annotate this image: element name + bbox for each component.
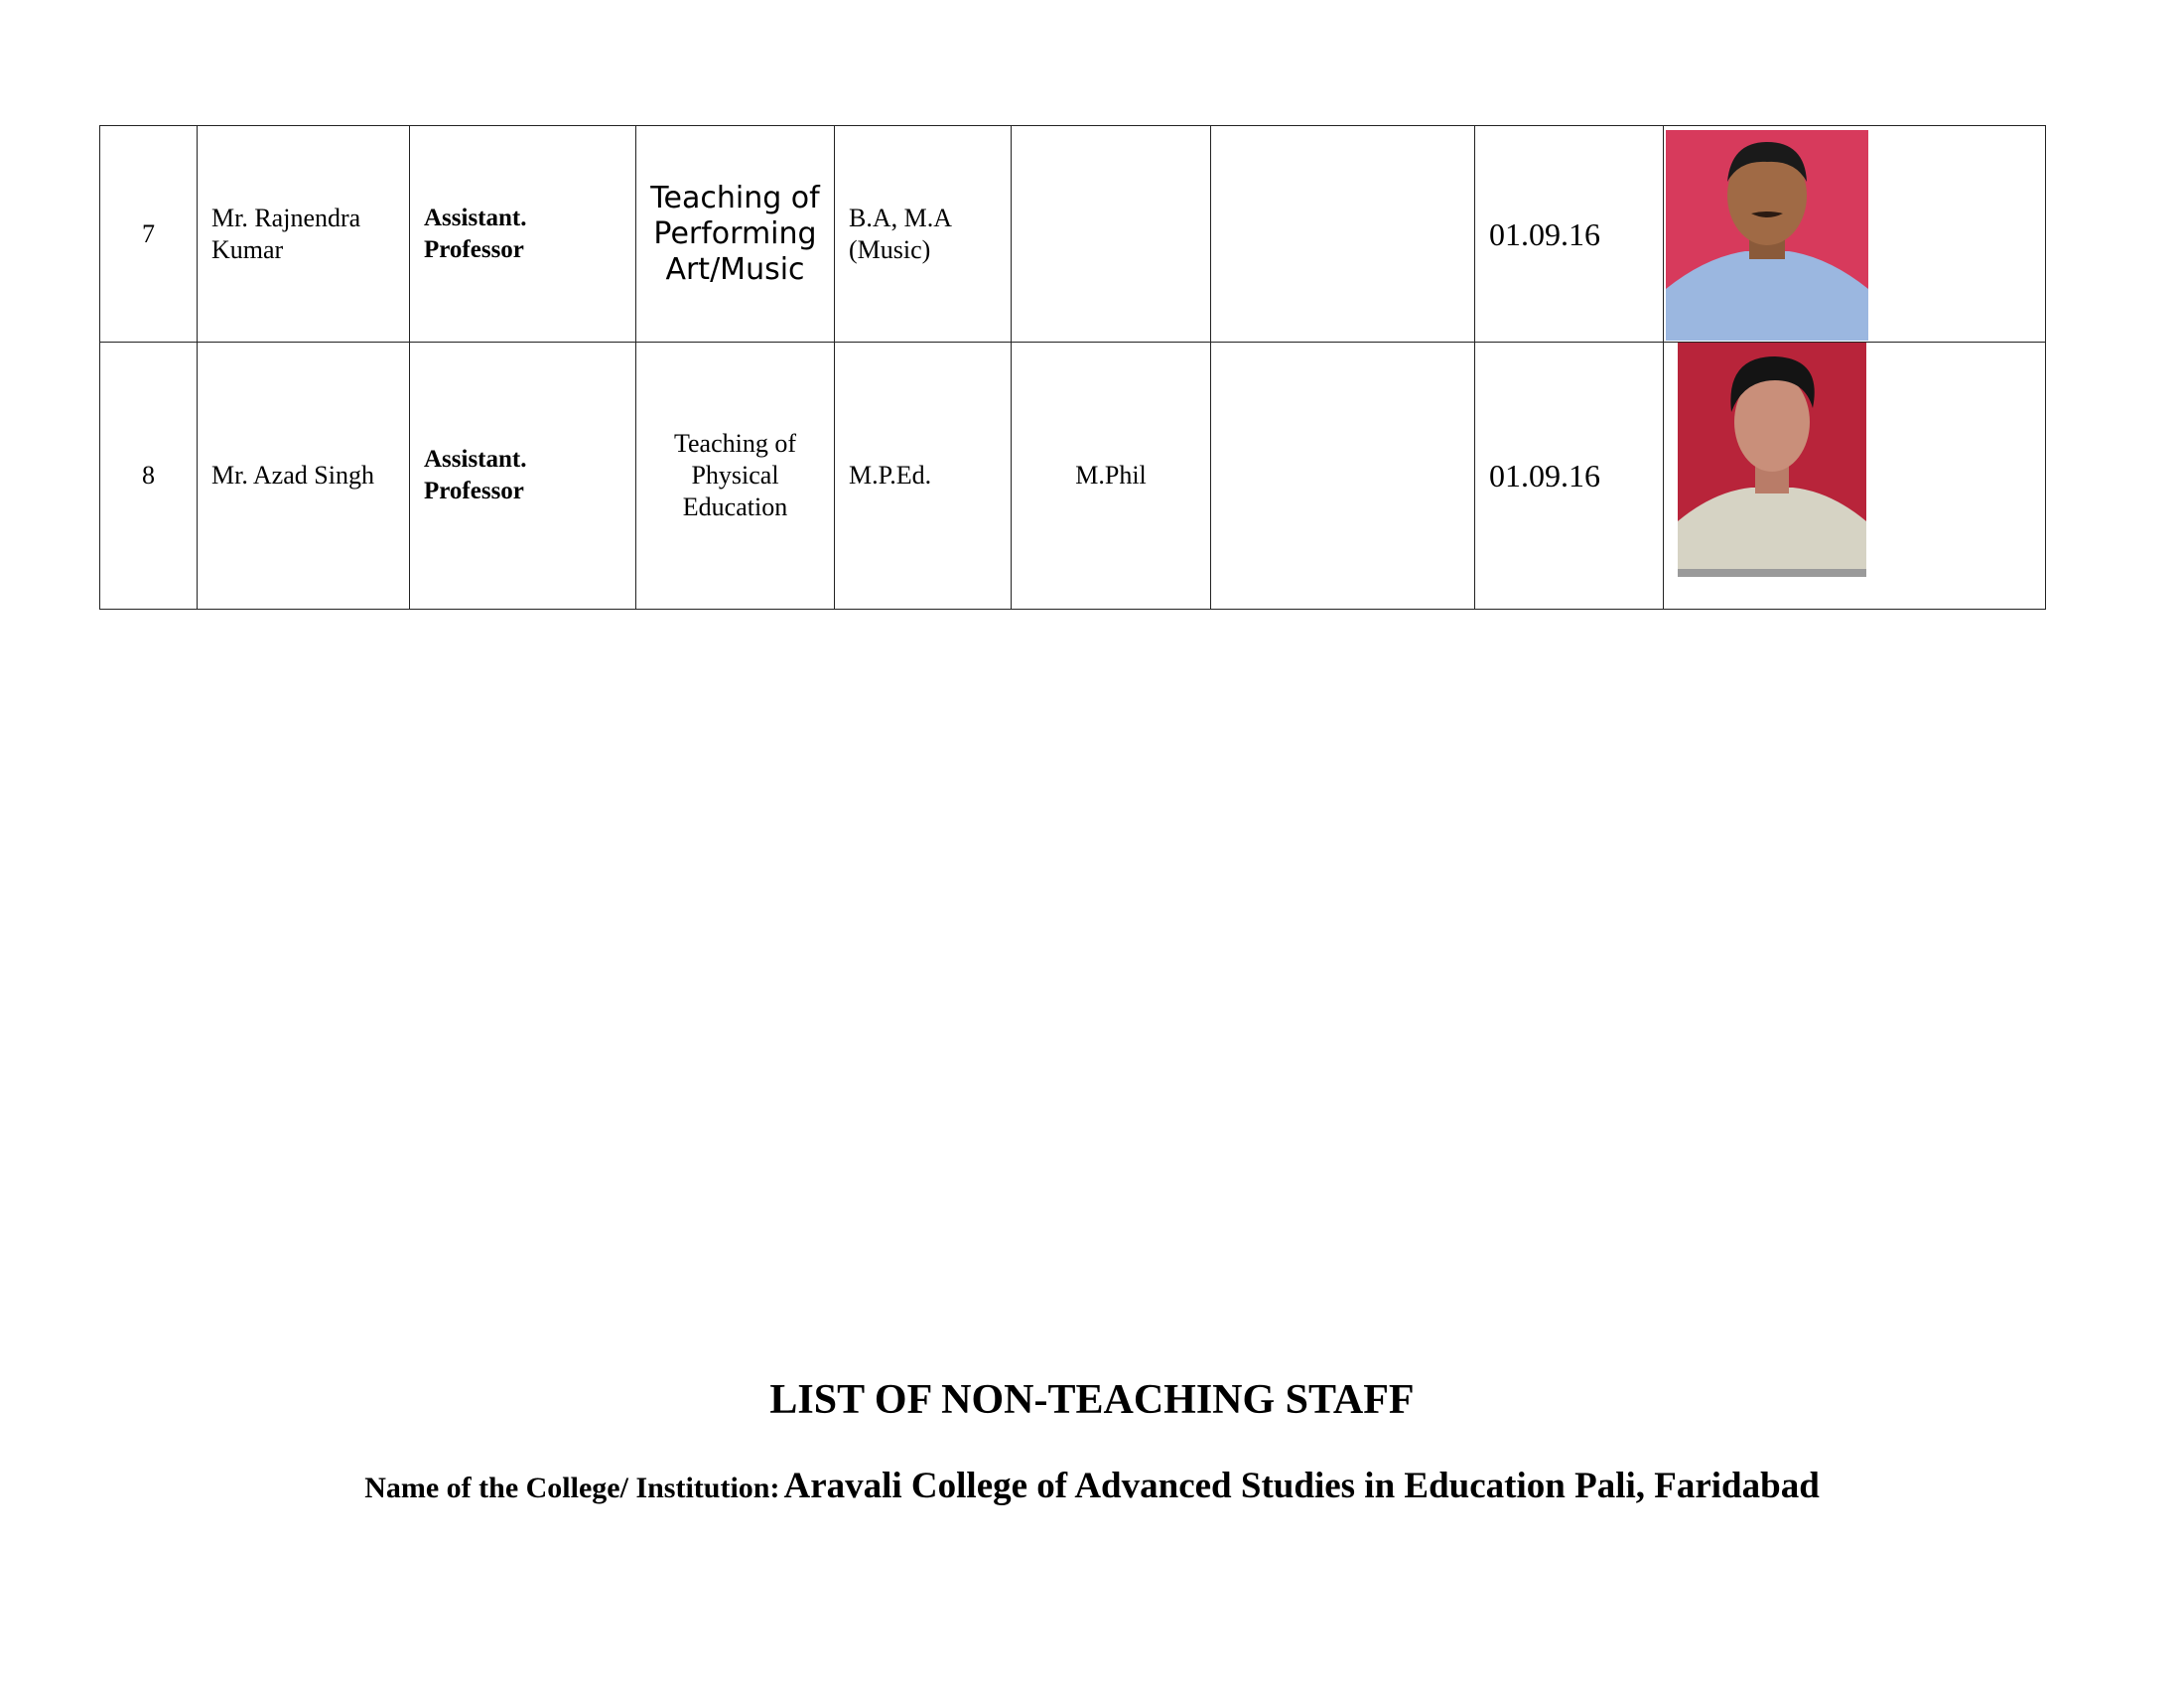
designation: Assistant. Professor: [410, 126, 636, 343]
joining-date: 01.09.16: [1475, 126, 1664, 343]
higher-qualification: M.Phil: [1012, 343, 1211, 610]
staff-name: Mr. Azad Singh: [198, 343, 410, 610]
higher-qualification: [1012, 126, 1211, 343]
joining-date: 01.09.16: [1475, 343, 1664, 610]
faculty-table: [99, 125, 2046, 610]
qualification: B.A, M.A (Music): [835, 126, 1012, 343]
staff-name: Mr. Rajnendra Kumar: [198, 126, 410, 343]
qualification: M.P.Ed.: [835, 343, 1012, 610]
subject: Teaching of Performing Art/Music: [636, 126, 835, 343]
table-row: [100, 126, 2046, 343]
staff-photo: [1666, 130, 2045, 341]
table-row: [100, 343, 2046, 610]
staff-photo: [1678, 343, 2045, 577]
photo-cell: [1664, 126, 2046, 343]
serial-number: 7: [100, 126, 198, 343]
college-label: Name of the College/ Institution:: [364, 1472, 780, 1504]
section-title: LIST OF NON-TEACHING STAFF: [769, 1377, 1415, 1423]
photo-cell: [1664, 343, 2046, 610]
experience: [1211, 343, 1475, 610]
experience: [1211, 126, 1475, 343]
college-line: [0, 1465, 2184, 1515]
designation: Assistant. Professor: [410, 343, 636, 610]
college-name: Aravali College of Advanced Studies in Education Pali, Faridabad: [783, 1466, 1820, 1506]
subject: Teaching of Physical Education: [636, 343, 835, 610]
serial-number: 8: [100, 343, 198, 610]
photo-bottom-band: [1678, 569, 1866, 577]
